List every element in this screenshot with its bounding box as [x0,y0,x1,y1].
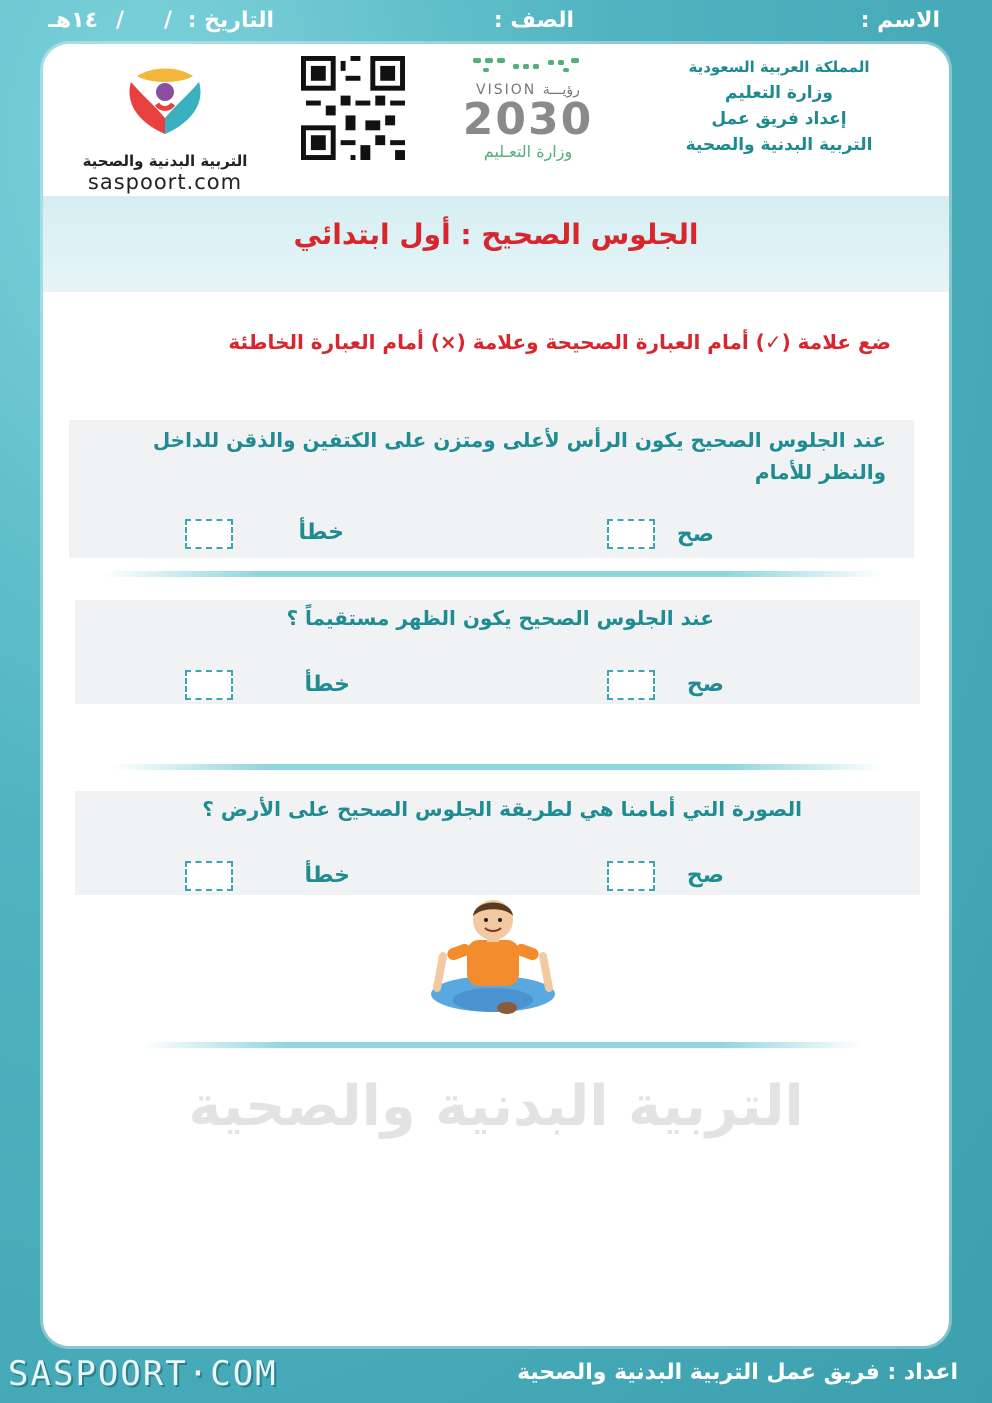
brand-url-text: saspoort.com [87,170,243,194]
question-text: عند الجلوس الصحيح يكون الظهر مستقيماً ؟ [286,606,714,630]
question-card [75,600,920,704]
divider [113,764,883,770]
header [43,44,949,194]
ministry-block [659,54,899,158]
vision-dots-icon [453,56,603,78]
true-checkbox[interactable] [607,670,655,700]
brand-logo [65,62,265,194]
vision-year-text: 2030 [462,94,594,145]
ministry-text: وزارة التعليم [725,83,833,103]
date-label: التاريخ : [187,8,274,33]
true-label: صح [686,672,724,697]
question-card [69,420,914,558]
vision-2030-logo [443,56,613,161]
class-label: الصف : [493,8,574,33]
true-checkbox[interactable] [607,861,655,891]
false-label: خطأ [304,863,350,888]
question-text: الصورة التي أمامنا هي لطريقة الجلوس الصحيح على الأرض ؟ [202,797,802,821]
false-checkbox[interactable] [185,670,233,700]
top-info-bar [0,0,992,48]
team-text: التربية البدنية والصحية [685,135,873,155]
vision-ministry-text: وزارة التعـليم [483,142,573,161]
footer-url: SASPOORT·COM [8,1354,278,1394]
true-checkbox[interactable] [607,519,655,549]
brand-emblem-icon [117,62,213,142]
vision-en-text: VISION [476,82,537,98]
page-title: الجلوس الصحيح : أول ابتدائي [293,218,699,251]
name-label: الاسم : [860,8,940,33]
watermark-text: التربية البدنية والصحية [188,1074,804,1139]
false-checkbox[interactable] [185,861,233,891]
date-year: ١٤هـ [48,8,98,33]
footer-credit: اعداد : فريق عمل التربية البدنية والصحية [517,1360,958,1385]
worksheet-card [43,44,949,1346]
true-label: صح [676,522,714,547]
divider [143,1042,863,1048]
sitting-boy-illustration [423,896,563,1022]
true-label: صح [686,863,724,888]
date-separator: / [115,8,124,33]
prepared-by-text: إعداد فريق عمل [711,109,847,129]
divider [103,571,883,577]
qr-code-icon[interactable] [301,56,405,160]
false-label: خطأ [304,672,350,697]
false-label: خطأ [298,520,344,545]
question-text: عند الجلوس الصحيح يكون الرأس لأعلى ومتزن على الكتفين والذقن للداخل والنظر للأمام [152,428,886,484]
question-card [75,791,920,895]
vision-ar-text: رؤيـــة [542,82,580,98]
instruction-text: ضع علامة (✓) أمام العبارة الصحيحة وعلامة (×) أمام العبارة الخاطئة [228,330,891,354]
date-separator: / [163,8,172,33]
kingdom-text: المملكة العربية السعودية [688,58,870,76]
brand-arabic-text: التربية البدنية والصحية [82,152,248,170]
false-checkbox[interactable] [185,519,233,549]
